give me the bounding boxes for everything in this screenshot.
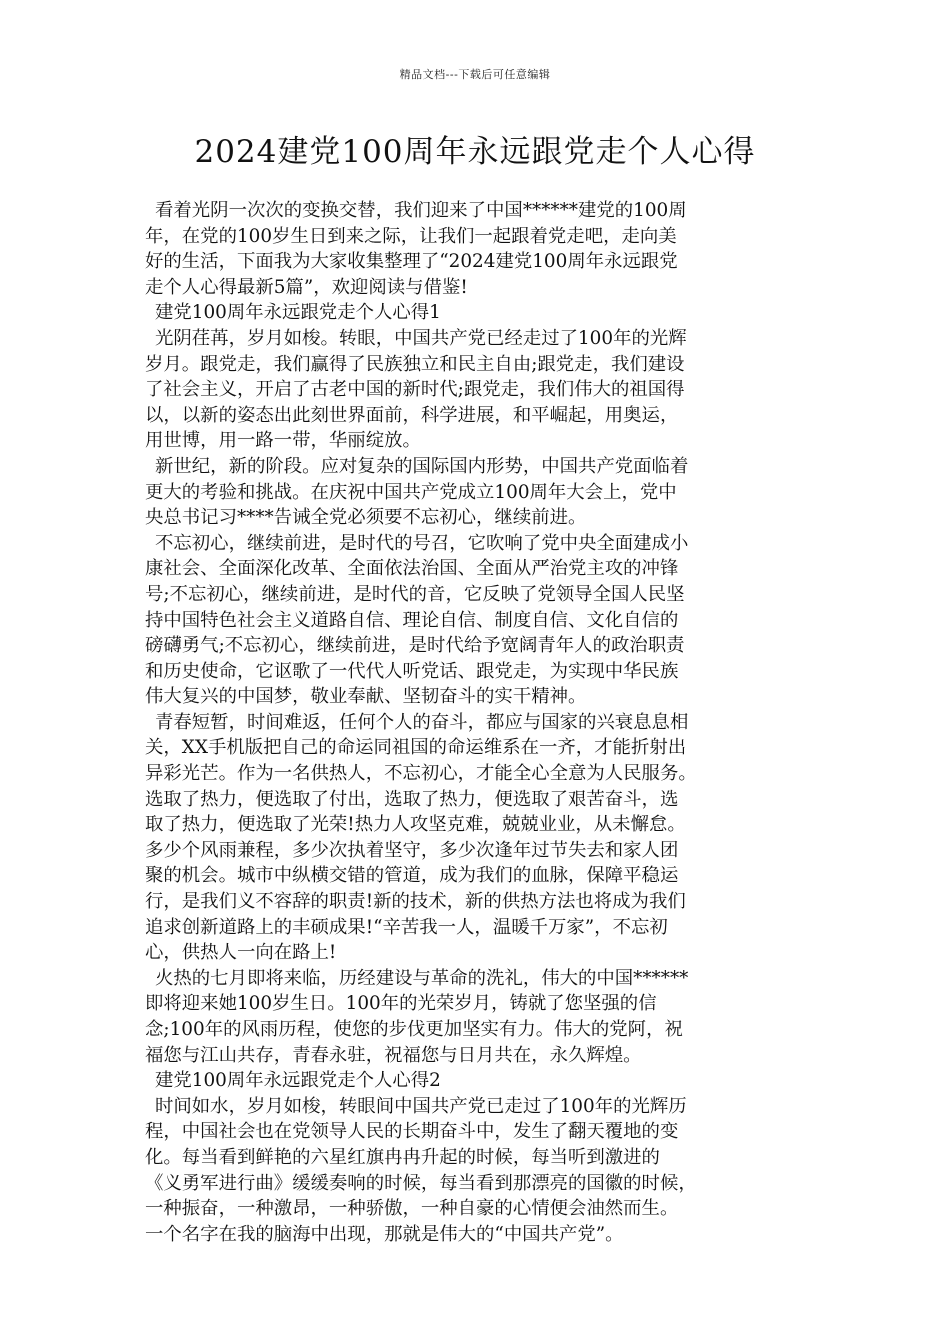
text-line: 年，在党的100岁生日到来之际，让我们一起跟着党走吧，走向美	[145, 225, 677, 247]
text-line: 取了热力，便选取了光荣!热力人攻坚克难，兢兢业业，从未懈怠。	[145, 814, 686, 836]
text-line: 磅礴勇气;不忘初心，继续前进，是时代给予宽阔青年人的政治职责	[145, 635, 685, 657]
text-line: 了社会主义，开启了古老中国的新时代;跟党走，我们伟大的祖国得	[145, 379, 685, 401]
text-line: 建党100周年永远跟党走个人心得1	[155, 302, 441, 324]
text-line: 建党100周年永远跟党走个人心得2	[155, 1070, 441, 1092]
text-line: 用世博，用一路一带，华丽绽放。	[145, 430, 421, 452]
text-line: 新世纪，新的阶段。应对复杂的国际国内形势，中国共产党面临着	[155, 455, 689, 477]
text-line: 多少个风雨兼程，多少次执着坚守，多少次逢年过节失去和家人团	[145, 839, 679, 861]
text-line: 号;不忘初心，继续前进，是时代的音，它反映了党领导全国人民坚	[145, 583, 685, 605]
text-line: 火热的七月即将来临，历经建设与革命的洗礼，伟大的中国******	[155, 967, 689, 989]
text-line: 康社会、全面深化改革、全面依法治国、全面从严治党主攻的冲锋	[145, 558, 679, 580]
paragraph	[145, 326, 835, 454]
text-line: 央总书记习****告诫全党必须要不忘初心，继续前进。	[145, 507, 587, 529]
text-line: 心，供热人一向在路上!	[145, 942, 337, 964]
paragraph	[145, 1068, 835, 1094]
text-line: 异彩光芒。作为一名供热人，不忘初心，才能全心全意为人民服务。	[145, 763, 697, 785]
text-line: 岁月。跟党走，我们赢得了民族独立和民主自由;跟党走，我们建设	[145, 353, 685, 375]
text-line: 不忘初心，继续前进，是时代的号召，它吹响了党中央全面建成小	[155, 532, 689, 554]
document-body	[145, 198, 835, 1247]
paragraph	[145, 966, 835, 1068]
document-title: 2024建党100周年永远跟党走个人心得	[194, 134, 756, 170]
paragraph	[145, 454, 835, 531]
text-line: 伟大复兴的中国梦，敬业奉献、坚韧奋斗的实干精神。	[145, 686, 587, 708]
text-line: 青春短暂，时间难返，任何个人的奋斗，都应与国家的兴衰息息相	[155, 711, 689, 733]
text-line: 时间如水，岁月如梭，转眼间中国共产党已走过了100年的光辉历	[155, 1095, 687, 1117]
text-line: 聚的机会。城市中纵横交错的管道，成为我们的血脉，保障平稳运	[145, 865, 679, 887]
text-line: 程，中国社会也在党领导人民的长期奋斗中，发生了翻天覆地的变	[145, 1121, 679, 1143]
text-line: 以，以新的姿态出此刻世界面前，科学进展，和平崛起，用奥运，	[145, 404, 679, 426]
text-line: 念;100年的风雨历程，使您的步伐更加坚实有力。伟大的党阿，祝	[145, 1019, 683, 1040]
text-line: 一种振奋，一种激昂，一种骄傲，一种自豪的心情便会油然而生。	[145, 1198, 679, 1220]
text-line: 持中国特色社会主义道路自信、理论自信、制度自信、文化自信的	[145, 609, 679, 631]
text-line: 看着光阴一次次的变换交替，我们迎来了中国******建党的100周	[155, 200, 687, 221]
text-line: 更大的考验和挑战。在庆祝中国共产党成立100周年大会上，党中	[145, 481, 677, 503]
text-line: 选取了热力，便选取了付出，选取了热力，便选取了艰苦奋斗，选	[145, 788, 679, 810]
header-note: 精品文档---下载后可任意编辑	[399, 68, 551, 81]
text-line: 一个名字在我的脑海中出现，那就是伟大的“中国共产党”。	[145, 1223, 624, 1245]
text-line: 光阴荏苒，岁月如梭。转眼，中国共产党已经走过了100年的光辉	[155, 327, 687, 349]
text-line: 《义勇军进行曲》缓缓奏响的时候，每当看到那漂亮的国徽的时候，	[145, 1172, 697, 1194]
text-line: 和历史使命，它讴歌了一代代人听党话、跟党走，为实现中华民族	[145, 660, 679, 682]
paragraph	[145, 531, 835, 710]
text-line: 走个人心得最新5篇”，欢迎阅读与借鉴!	[145, 276, 468, 298]
text-line: 关，XX手机版把自己的命运同祖国的命运维系在一齐，才能折射出	[145, 737, 687, 759]
text-line: 好的生活，下面我为大家收集整理了“2024建党100周年永远跟党	[145, 251, 678, 273]
text-line: 即将迎来她100岁生日。100年的光荣岁月，铸就了您坚强的信	[145, 993, 657, 1015]
paragraph	[145, 300, 835, 326]
text-line: 行，是我们义不容辞的职责!新的技术，新的供热方法也将成为我们	[145, 891, 686, 913]
text-line: 化。每当看到鲜艳的六星红旗冉冉升起的时候，每当听到激进的	[145, 1146, 660, 1168]
paragraph	[145, 710, 835, 966]
paragraph	[145, 198, 835, 300]
paragraph	[145, 1094, 835, 1248]
text-line: 追求创新道路上的丰硕成果!“辛苦我一人，温暖千万家”，不忘初	[145, 916, 668, 938]
text-line: 福您与江山共存，青春永驻，祝福您与日月共在，永久辉煌。	[145, 1044, 642, 1066]
